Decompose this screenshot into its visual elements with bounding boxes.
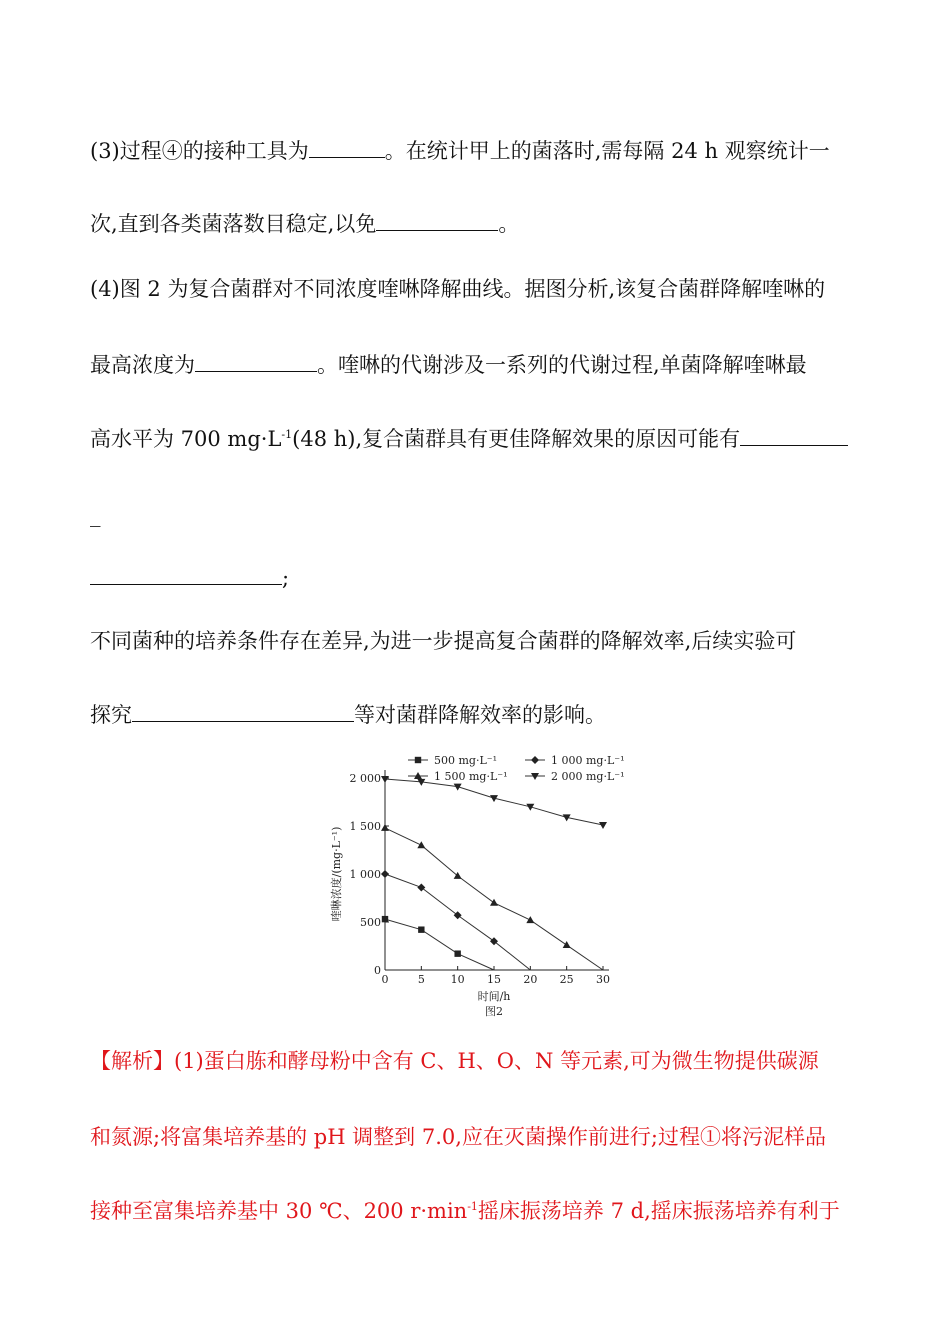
q4-line-4: _	[90, 503, 101, 527]
y-tick-label: 1 500	[349, 820, 381, 833]
text: 接种至富集培养基中 30 ℃、200 r·min	[90, 1199, 468, 1223]
superscript: -1	[281, 428, 293, 441]
marker-triangle-down	[599, 822, 607, 829]
answer-blank	[90, 562, 282, 585]
q4-line-1: (4)图 2 为复合菌群对不同浓度喹啉降解曲线。据图分析,该复合菌群降解喹啉的	[90, 277, 826, 301]
analysis-line-2: 和氮源;将富集培养基的 pH 调整到 7.0,应在灭菌操作前进行;过程①将污泥样品	[90, 1125, 827, 1149]
answer-blank	[195, 349, 317, 372]
q4-line-2	[90, 349, 860, 380]
text: 。喹啉的代谢涉及一系列的代谢过程,单菌降解喹啉最	[317, 353, 807, 377]
text: (3)过程④的接种工具为	[90, 139, 309, 163]
marker-square	[418, 926, 424, 932]
marker-diamond	[531, 756, 539, 764]
text: 探究	[90, 703, 132, 727]
x-tick-label: 10	[450, 973, 465, 986]
text: 高水平为 700 mg·L	[90, 427, 282, 451]
superscript: -1	[467, 1200, 478, 1213]
q4-line-6: 不同菌种的培养条件存在差异,为进一步提高复合菌群的降解效率,后续实验可	[90, 629, 797, 653]
y-tick-label: 500	[360, 916, 381, 929]
x-tick-label: 15	[487, 973, 501, 986]
y-axis-label: 喹啉浓度/(mg·L⁻¹)	[330, 826, 343, 922]
figure-caption: 图2	[485, 1005, 503, 1018]
marker-diamond	[381, 870, 389, 878]
series-4	[381, 776, 607, 829]
marker-triangle-up	[381, 824, 389, 831]
marker-triangle-up	[563, 941, 571, 948]
x-tick-label: 25	[559, 973, 574, 986]
q3-line-1	[90, 135, 860, 166]
marker-triangle-up	[490, 899, 498, 906]
x-tick-label: 5	[417, 973, 425, 986]
y-tick-label: 2 000	[349, 772, 381, 785]
text: ;	[282, 566, 290, 590]
legend-label: 2 000 mg·L⁻¹	[551, 770, 625, 783]
y-tick-label: 1 000	[349, 868, 381, 881]
legend-label: 1 500 mg·L⁻¹	[434, 770, 508, 783]
x-tick-label: 30	[596, 973, 610, 986]
q4-line-3	[90, 423, 860, 454]
answer-blank	[740, 423, 848, 446]
quinoline-degradation-chart	[320, 750, 640, 1020]
marker-square	[382, 916, 388, 922]
marker-square	[415, 757, 421, 763]
series-3	[381, 824, 603, 970]
x-tick-label: 0	[381, 973, 389, 986]
y-tick-label: 0	[374, 964, 381, 977]
legend-label: 1 000 mg·L⁻¹	[551, 754, 625, 767]
marker-diamond	[454, 911, 462, 919]
q4-line-7	[90, 699, 860, 730]
answer-blank	[309, 135, 385, 158]
answer-blank	[132, 699, 354, 722]
marker-square	[454, 950, 460, 956]
marker-triangle-up	[417, 841, 425, 848]
q4-line-5	[90, 562, 860, 593]
x-tick-label: 20	[523, 973, 538, 986]
text: 摇床振荡培养 7 d,摇床振荡培养有利于	[477, 1199, 840, 1223]
series-line	[385, 919, 494, 970]
chart-legend	[408, 754, 624, 783]
chart-series	[381, 776, 607, 970]
series-1	[382, 916, 494, 970]
marker-diamond	[417, 883, 425, 891]
analysis-line-1: 【解析】(1)蛋白胨和酵母粉中含有 C、H、O、N 等元素,可为微生物提供碳源	[90, 1049, 819, 1073]
text: 最高浓度为	[90, 353, 195, 377]
text: 等对菌群降解效率的影响。	[354, 703, 606, 727]
chart-axes	[350, 770, 611, 986]
x-axis-label: 时间/h	[477, 990, 511, 1003]
q3-line-2	[90, 208, 860, 239]
text: 。	[498, 212, 520, 236]
marker-triangle-up	[526, 916, 534, 923]
text: (48 h),复合菌群具有更佳降解效果的原因可能有	[292, 427, 741, 451]
legend-label: 500 mg·L⁻¹	[434, 754, 497, 767]
analysis-line-3	[90, 1196, 860, 1226]
text: 。在统计甲上的菌落时,需每隔 24 h 观察统计一	[384, 139, 830, 163]
text: 次,直到各类菌落数目稳定,以免	[90, 212, 377, 236]
answer-blank	[376, 208, 498, 231]
